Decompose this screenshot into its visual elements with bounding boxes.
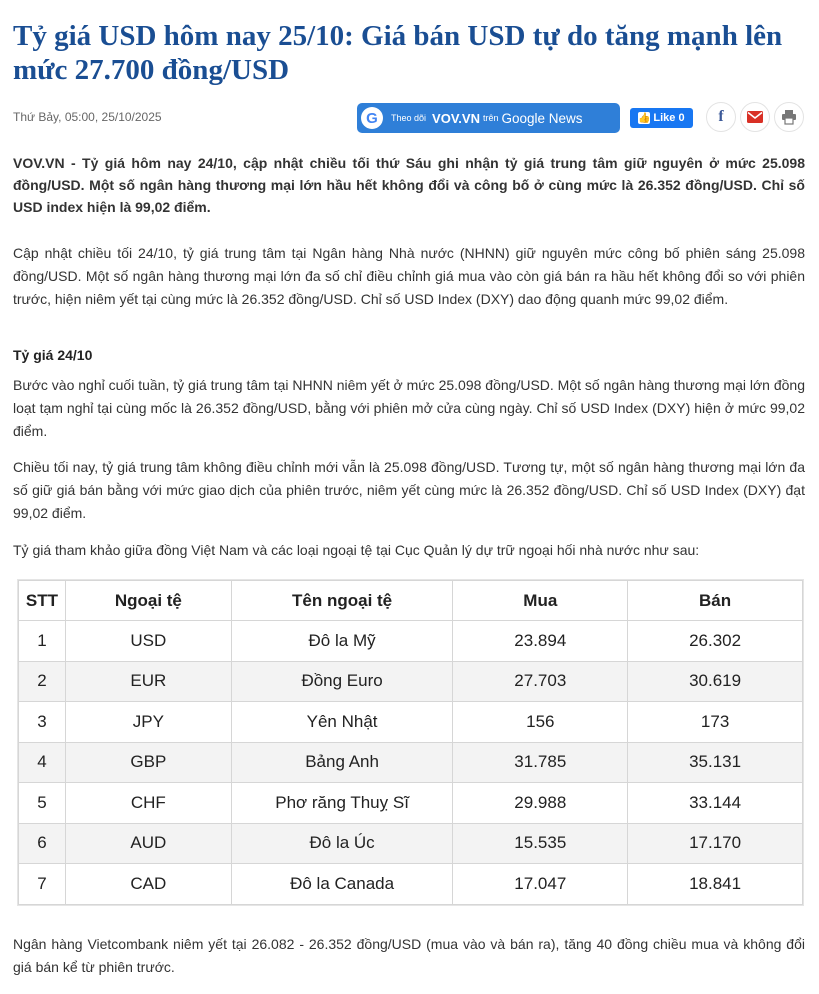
table-header-row (19, 581, 803, 621)
cell-name: Bảng Anh (231, 742, 453, 783)
cell-name: Đô la Canada (231, 864, 453, 905)
cell-buy: 31.785 (453, 742, 628, 783)
paragraph-5: Ngân hàng Vietcombank niêm yết tại 26.082 - 26.352 đồng/USD (mua vào và bán ra), tăng 40 đồng chiều mua và không đổi giá bán kể từ phiên trước. (13, 936, 805, 975)
cell-name: Đồng Euro (231, 661, 453, 702)
cell-buy: 29.988 (453, 783, 628, 824)
cell-code: CHF (65, 783, 231, 824)
cell-buy: 27.703 (453, 661, 628, 702)
gnews-name: Google News (501, 110, 583, 126)
article-title: Tỷ giá USD hôm nay 25/10: Giá bán USD tự do tăng mạnh lên mức 27.700 đồng/USD (13, 20, 783, 86)
facebook-like-button[interactable] (630, 108, 693, 128)
cell-stt: 5 (19, 783, 66, 824)
cell-sell: 33.144 (628, 783, 803, 824)
cell-code: USD (65, 621, 231, 662)
cell-stt: 7 (19, 864, 66, 905)
header-sell: Bán (628, 581, 803, 621)
cell-name: Đô la Mỹ (231, 621, 453, 662)
cell-stt: 4 (19, 742, 66, 783)
mail-icon (747, 111, 763, 123)
cell-code: EUR (65, 661, 231, 702)
cell-buy: 17.047 (453, 864, 628, 905)
cell-code: JPY (65, 702, 231, 743)
table-row (19, 621, 803, 662)
cell-buy: 156 (453, 702, 628, 743)
cell-code: GBP (65, 742, 231, 783)
facebook-like-label: Like 0 (653, 112, 685, 124)
paragraph-1: Cập nhật chiều tối 24/10, tỷ giá trung tâm tại Ngân hàng Nhà nước (NHNN) giữ nguyên mức công bố phiên sáng 25.098 đồng/USD. Một số ngân hàng thương mại lớn đa số chỉ điều chỉnh giá mua vào còn giá bán ra hầu hết không đổi so với phiên trước, hiện niêm yết tại cùng mức là 26.352 đồng/USD. Chỉ số USD Index (DXY) dao động quanh mức 99,02 điểm. (13, 245, 805, 307)
table-row (19, 702, 803, 743)
cell-sell: 30.619 (628, 661, 803, 702)
table-row (19, 742, 803, 783)
header-currency-name: Tên ngoại tệ (231, 581, 453, 621)
table-row (19, 823, 803, 864)
header-buy: Mua (453, 581, 628, 621)
print-icon (781, 109, 797, 125)
cell-sell: 173 (628, 702, 803, 743)
table-row (19, 661, 803, 702)
google-news-follow-button[interactable] (357, 103, 620, 133)
email-share-button[interactable] (740, 102, 770, 132)
table-row (19, 864, 803, 905)
cell-stt: 3 (19, 702, 66, 743)
header-currency-code: Ngoại tệ (65, 581, 231, 621)
section-heading: Tỷ giá 24/10 (13, 347, 93, 363)
cell-sell: 35.131 (628, 742, 803, 783)
facebook-share-button[interactable] (706, 102, 736, 132)
article-meta (0, 100, 819, 136)
article-lead: VOV.VN - Tỷ giá hôm nay 24/10, cập nhật chiều tối thứ Sáu ghi nhận tỷ giá trung tâm giữ nguyên ở mức 25.098 đồng/USD. Một số ngân hàng thương mại lớn hầu hết không đổi và công bố ở cùng mức là 26.352 đồng/USD. Chỉ số USD index hiện là 99,02 điểm. (13, 155, 805, 215)
paragraph-2: Bước vào nghỉ cuối tuần, tỷ giá trung tâm tại NHNN niêm yết ở mức 25.098 đồng/USD. Một số ngân hàng thương mại lớn đồng loạt tạm nghỉ tại cùng mốc là 26.352 đồng/USD, bằng với phiên mở cửa cùng ngày. Chỉ số USD Index (DXY) hiện ở mức 99,02 điểm. (13, 377, 805, 439)
paragraph-4: Tỷ giá tham khảo giữa đồng Việt Nam và các loại ngoại tệ tại Cục Quản lý dự trữ ngoại hối nhà nước như sau: (13, 542, 700, 558)
facebook-icon: f (718, 108, 724, 125)
cell-buy: 15.535 (453, 823, 628, 864)
cell-name: Đô la Úc (231, 823, 453, 864)
cell-sell: 17.170 (628, 823, 803, 864)
table-row (19, 783, 803, 824)
cell-sell: 26.302 (628, 621, 803, 662)
cell-stt: 1 (19, 621, 66, 662)
cell-buy: 23.894 (453, 621, 628, 662)
header-stt: STT (19, 581, 66, 621)
cell-stt: 6 (19, 823, 66, 864)
thumbs-up-icon: 👍 (638, 112, 651, 124)
google-icon: G (361, 107, 383, 129)
cell-stt: 2 (19, 661, 66, 702)
publish-date: Thứ Bảy, 05:00, 25/10/2025 (13, 110, 162, 124)
cell-code: CAD (65, 864, 231, 905)
gnews-on: trên (482, 113, 499, 123)
cell-code: AUD (65, 823, 231, 864)
cell-name: Yên Nhật (231, 702, 453, 743)
exchange-rate-table (18, 580, 803, 905)
cell-sell: 18.841 (628, 864, 803, 905)
print-button[interactable] (774, 102, 804, 132)
gnews-prefix: Theo dõi (391, 113, 427, 123)
gnews-brand: VOV.VN (432, 110, 480, 126)
cell-name: Phơ răng Thuỵ Sĩ (231, 783, 453, 824)
paragraph-3: Chiều tối nay, tỷ giá trung tâm không điều chỉnh mới vẫn là 25.098 đồng/USD. Tương tự, một số ngân hàng thương mại lớn đa số giữ giá bán bằng với mức giao dịch của phiên trước, niêm yết cùng mức là 26.352 đồng/USD. Chỉ số USD Index (DXY) đạt 99,02 điểm. (13, 459, 805, 521)
